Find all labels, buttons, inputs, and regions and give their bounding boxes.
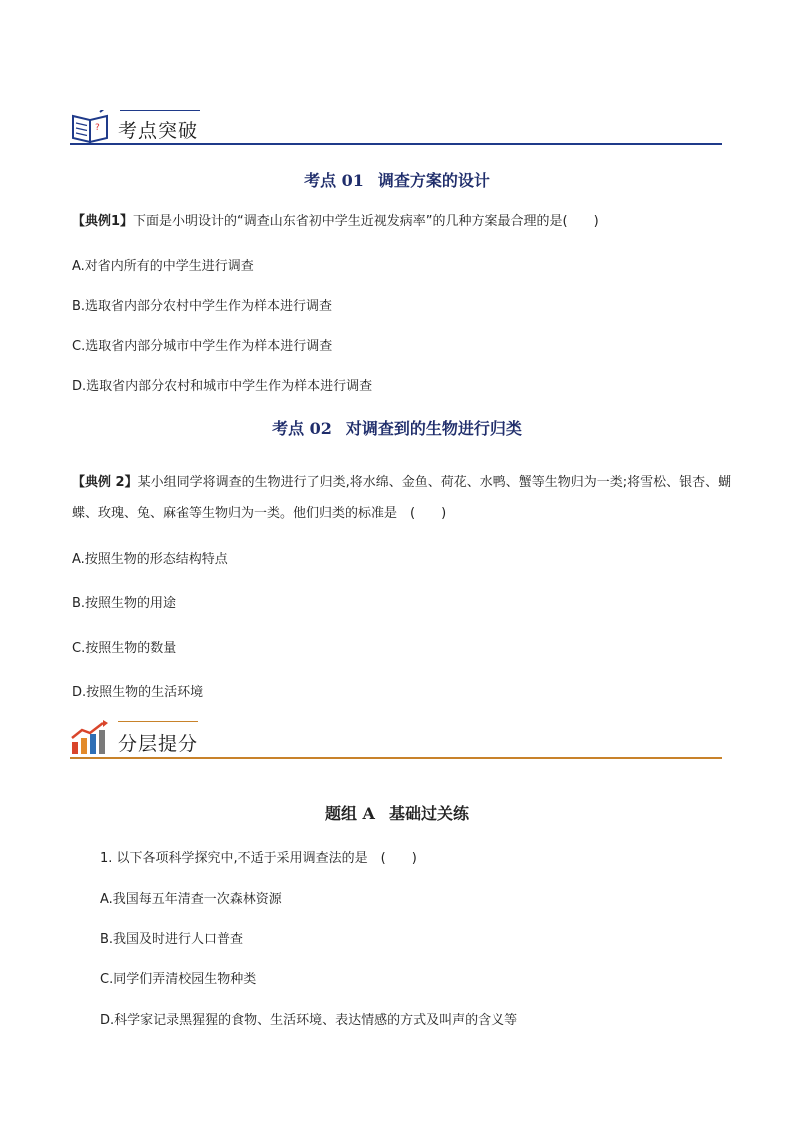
topic-01-label: 考点 01 bbox=[304, 171, 364, 190]
header-accent-line bbox=[120, 110, 200, 111]
topic-02-name: 对调查到的生物进行归类 bbox=[345, 419, 522, 438]
topic-01-title bbox=[0, 168, 794, 191]
question-1: 1. 以下各项科学探究中,不适于采用调查法的是 ( ) bbox=[100, 851, 417, 866]
section-header-exam-points bbox=[70, 108, 722, 148]
topic-01-name: 调查方案的设计 bbox=[377, 171, 490, 190]
example-2-option-a: A.按照生物的形态结构特点 bbox=[72, 552, 228, 567]
example-2-text: 某小组同学将调查的生物进行了归类,将水绵、金鱼、荷花、水鸭、蟹等生物归为一类;将雪松、银杏、蝴蝶、玫瑰、兔、麻雀等生物归为一类。他们归类的标准是 ( ) bbox=[72, 475, 732, 521]
svg-text:?: ? bbox=[95, 123, 100, 133]
example-2-tag: 【典例 2】 bbox=[72, 475, 138, 490]
example-1-option-b: B.选取省内部分农村中学生作为样本进行调查 bbox=[72, 299, 333, 314]
bar-chart-arrow-icon bbox=[70, 720, 110, 760]
header-accent-line bbox=[118, 721, 198, 722]
section-title: 考点突破 bbox=[118, 120, 199, 142]
example-1-text: 下面是小明设计的“调查山东省初中学生近视发病率”的几种方案最合理的是( ) bbox=[133, 214, 599, 229]
topic-02-title bbox=[0, 416, 794, 439]
group-a-name: 基础过关练 bbox=[388, 804, 469, 823]
example-1-option-d: D.选取省内部分农村和城市中学生作为样本进行调查 bbox=[72, 379, 373, 394]
section-title: 分层提分 bbox=[118, 733, 199, 755]
question-1-option-d: D.科学家记录黑猩猩的食物、生活环境、表达情感的方式及叫声的含义等 bbox=[100, 1013, 518, 1028]
example-1-question bbox=[72, 209, 732, 235]
example-2-option-d: D.按照生物的生活环境 bbox=[72, 685, 204, 700]
example-2-option-c: C.按照生物的数量 bbox=[72, 641, 177, 656]
section-divider bbox=[70, 757, 722, 759]
example-2-option-b: B.按照生物的用途 bbox=[72, 596, 177, 611]
topic-02-label: 考点 02 bbox=[272, 419, 332, 438]
section-divider bbox=[70, 143, 722, 145]
question-1-option-b: B.我国及时进行人口普查 bbox=[100, 932, 244, 947]
example-1-tag: 【典例1】 bbox=[72, 214, 134, 229]
example-2-question bbox=[72, 467, 732, 529]
group-a-title bbox=[0, 801, 794, 824]
example-1-option-c: C.选取省内部分城市中学生作为样本进行调查 bbox=[72, 339, 333, 354]
example-1-option-a: A.对省内所有的中学生进行调查 bbox=[72, 259, 254, 274]
section-header-layered bbox=[70, 720, 722, 760]
question-1-option-c: C.同学们弄清校园生物种类 bbox=[100, 972, 257, 987]
group-a-label: 题组 A bbox=[324, 804, 375, 823]
question-1-option-a: A.我国每五年清查一次森林资源 bbox=[100, 892, 282, 907]
